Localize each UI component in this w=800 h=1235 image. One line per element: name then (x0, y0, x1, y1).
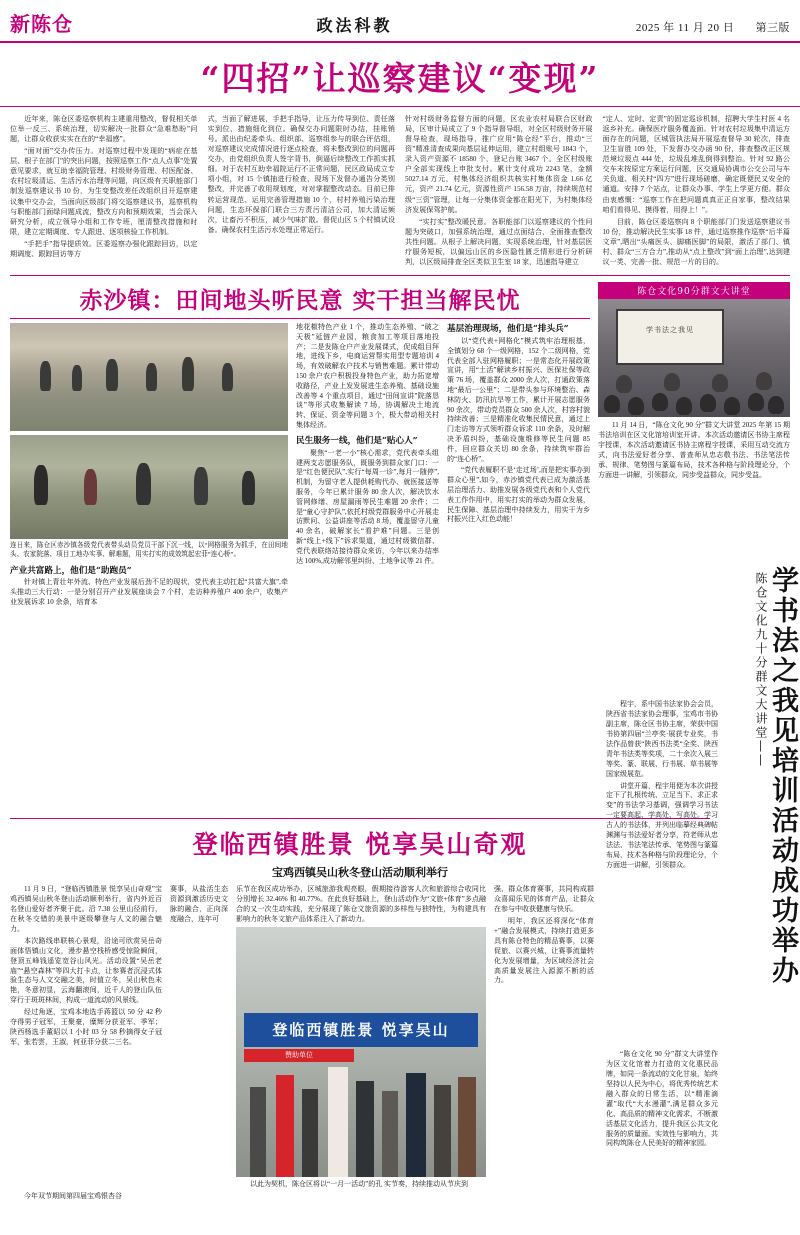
promo-block (598, 282, 790, 608)
paragraph: 针对镇上青壮年外流、特色产业发展后劲不足的现状，党代表主动扛起“共富大旗”,牵头推动三大行动：一是分别召开产业发展座谈会 7 个村，走访种养殖户 400 余户，收集产业发展诉求 10 余条，培育本 (10, 577, 288, 606)
paragraph: 赛事，从盐活生态资源到激活历史文脉的融合，正向深度融合，连年可 (170, 885, 228, 923)
divider (10, 275, 790, 276)
promo-header: 陈仓文化90分群文大讲堂 (598, 282, 790, 299)
lead-column-3 (405, 114, 593, 269)
paragraph: 经过角逐，宝鸡本地选手蒋篮以 50 分 42 秒夺得男子冠军，王聚豪，糜辉分获亚军、季军；陕西杨选手董昭以 1 小时 03 分 58 秒摘得女子冠军，张若雲，王淑，何亚菲分获二三名。 (10, 1008, 162, 1047)
section-wushan (10, 818, 710, 1192)
paragraph: 目前，陈仓区委巡察向 8 个职能部门门发送巡察建议书 10 份，推动解决民生实事 18 件，通过巡察推作巡察“后半篇文章”,晒出“头痛医头、脚痛医脚”的局限，激活了部门、镇村、群众“三方合力”,推动从“点上整改”到“面上治理”,达到建议一类、完善一批、规范一片的目的。 (602, 217, 790, 266)
paragraph: 讲堂开篇，程宇用便为本次讲授定下了扎根传统、立足当下、求正求变”的书法学习基调，强调学习书法一定要高起、学高处、写高处。学习古人的书法体，并列出临摹经典碑帖渊渊与书法爱好者分享，符老师从忠法法、书法笔法传承、笔势图与篆篇布局，技术各种格与阶段理论分，个方面进一讲解，引领群众。 (606, 781, 718, 869)
section2-column-3 (447, 323, 590, 608)
issue-date: 2025 年 11 月 20 日 (635, 22, 735, 34)
section3-last-paragraph (10, 1192, 162, 1202)
paragraph: 针对村级财务监督方面的问题，区农业农村局联合区财政局，区审计局成立了 9 个指导督导组，对全区村级财务开展督导检查，现场指导，推广应用“陈仓经”平台，推动“三资”精准清查成果向基层延伸运用，建立村组账号 1843 个，录入资产资源不 18580 个，登记台账 3467 个。全区村级账户全部实现线上申批支付。累计支付成功 2243 笔，金额 5027.14 万元，村集体经济组织共核实村集体资金 1.66 亿元，资产 21.74 亿元，资源性资产 156.58 万亩，持续规范村级“三资”管理，让每一分集体资金都在阳光下，为村集体经济发展保驾护航。 (405, 115, 593, 214)
promo-photo (598, 299, 790, 417)
promo-screen-text: 学书法之我见 (646, 325, 694, 334)
race-banner: 登临西镇胜景 悦享吴山 (244, 1013, 478, 1047)
section3-column-3 (236, 885, 486, 1192)
lead-column-1 (10, 114, 198, 269)
lead-story-columns (0, 107, 800, 269)
paragraph: 以“党代表+网格化”模式筑牢治理根基，全镇划分 68 个一级网格，152 个二级网格，党代表全部入驻网格履职；一是常态化开展政策宣讲，用“土活”解读乡村振兴、医保社保等政策 76 场，覆盖群众 2000 余人次，打通政策落地“最后一公里”；二是带头参与环境整治、森林防火、防汛抗旱等工作，累计开展志愿服务 90 余次，带动党员群众 500 余人次，村容村貌持续改善；三是精准化收集民情民意，通过上门走访等方式领听群众诉求 110 余条，及时解决矛盾纠纷，基础设施维修等民生问题 85 件，回应群众关切 80 余条，持续筑牢群治的“连心桥”。 (447, 336, 590, 463)
promo-vertical-title: 学书法之我见培训活动成功举办 (767, 566, 798, 986)
promo-screen (616, 309, 724, 365)
paragraph: 11 月 14 日，“陈仓文化 90 分”群文大讲堂 2025 年第 15 期书法培训在区文化馆培训室开讲。本次活动邀请区书协主席程宇授课，本次活动邀请区书协主席程宇授课，采用互动交流方式，向书法爱好者分享、普查师从忠志敬书法、书法笔法传承、规律、笔势图与篆篇布局，技术各种格与阶段理论分，个方面进一讲解，引领群众，同步受益群众，同步受益。 (598, 420, 790, 479)
paragraph: “面对面”交办传压力。对巡察过程中发现的“病症在基层、根子在部门”的突出问题，按照巡察工作“点人点事”处置意见要求，就互助幸福院管理、村级财务管理、村医配备、农村垃圾清运、生活污水治理等问题，向区级有关职能部门制发巡察建议书 10 份，为生变整改差任改组织目开巡察建议集中交办会，当面向区级部门将交巡察建议书，巡察机构与职能部门面绿问题成流，整改方向和预期效果，当会深入研究分析，成立领导小组和工作专班，厘清整改措施和时限，建立定期调度、专人跟进、逐项核验工作机制。 (10, 147, 198, 236)
section2-subhead-3: 基层治理现场，他们是“排头兵” (447, 323, 569, 334)
paragraph: 今年双节期间第四届宝鸡银杏谷 (24, 1192, 122, 1200)
section2-photo-caption: 连日来，陈仓区赤沙镇各级党代表带头动员党员干部下沉一线，以“网格服务为抓手，在田间地头、农家院落、项目工地办实事、解难题，用实打实的成效筑起宏菲“连心桥”。 (10, 541, 288, 558)
promo-text (598, 421, 790, 481)
section3-column-2 (170, 885, 228, 1192)
paragraph: 地花椒特色产业 1 个，推动生态养殖、“破之天极”延链产业园，粮食加工等项目落地投产；二是发陈仓户产业发展课式，促成组目拜地，进线下乡，电商运营帮实用型专题培训 4 场，有效破解农户技术与销售难题。累计带动 150 余户农户积极投身特色产业，助力拓宽增收路径，产业上发发展进生态养殖、基础设施改善等 4 个重点项目，通过“田间宣讲”院落恳谈”等形式收集解读 7 场，协调解决土地流转、保证、资金等问题 3 个，极大带动相关村集体经济。 (296, 322, 439, 429)
paragraph: 程宇，系中国书法家协会会员，陕西省书法家协会理事，宝鸡市书协副主席，陈仓区书协主席，荣获中国书协第四届“兰亭奖·展获专业奖，书法作品曾获“陕西书法类“全奖、陕西青年书法类等奖项，二十余次入展三等奖、篆、联展、行书展、草书展等国家级展览。 (606, 700, 718, 778)
paragraph: “实打实”整改暖民意。各职能部门以巡察建议的个性问题为突破口，加强系统治理，通过点面结合，全面推查整改共性问题。从根子上解决问题，实现系统治理，针对基层医疗服务短板，以偏远山区的乡医隐性匮乏情形进行分析研判，以区级局排查全区类似卫生室 18 家，迅速指导建立 (405, 217, 593, 266)
audience-row (598, 371, 790, 417)
section2-subhead-2: 民生服务一线，他们是“贴心人” (296, 435, 418, 446)
section2-column-2 (296, 323, 439, 608)
section2-subhead-1: 产业共富路上，他们是“助跑员” (10, 565, 132, 576)
paragraph: 式，当面了解进展，手把手指导，让压力传导到位、责任落实到位、措施细化到位。确保交办问题限时办结，挂账销号。派出由纪委牵头、组织部、巡察组参与的联合评估组，对巡察建议完成情况进行逐点检查，将未整改到位的问题再交办，由党组织负责人签字背书，倒逼后续整改工作抓实抓细。对于农村互助幸福院运行不正常问题，民区政局成立专项小组，对 15 个镇抽进行检查，现场下发督办通告分类别整改，并完善了收用规划度，对对掌握整改动态。目前已排转运营现范、运用完善管理措施 10 个，村村养殖污染治理问题，生态环保部门联合三方责污清洁公司，加大清运频次，让畜污不积压，减少气味扩散。督促山区 5 个村镇试设备。确保农村生活污水处理正常运行。 (207, 115, 395, 234)
masthead-meta (636, 19, 790, 37)
section2-title: 赤沙镇：田间地头听民意 实干担当解民忧 (10, 282, 590, 319)
paragraph: 强、群众体育赛事，共同构成群众喜闻乐见的体育产品，让群众在参与中收获健康与快乐。 (494, 885, 594, 913)
photo-volunteer-cleanup (10, 435, 288, 539)
promo-vertical-subtitle: 陈仓文化九十分群文大讲堂—— (754, 572, 768, 768)
section-chisha (0, 282, 800, 608)
lead-column-2 (208, 114, 396, 269)
paragraph: “陈仓文化 90 分”群文大讲堂作为区文化馆着力打造的文化惠民品牌，如同一条流动的文化甘泉，始终坚持以人民为中心，将优秀传统艺术融入群众的日常生活，以“精准滴灌”取代“大水漫灌”,满足群众多元化、高品质的精神文化需求，不断激活基层文化活力，提升我区公共文化服务的质量面。实效性与影响力，共同构筑陈仓人民美好的精神家园。 (606, 1050, 718, 1148)
paragraph: 以此为契机，陈仓区将以“一月一活动”的孔 实节奏，持续推动从节庆到 (250, 1179, 468, 1188)
section3-subtitle: 宝鸡西镇吴山秋冬登山活动顺利举行 (272, 866, 448, 879)
paragraph: 聚焦“一老一小”核心需求，党代表牵头组建两支志愿服务队，既服务到群众家门口：一是“红色便民队”,实行“每周一诊”,每月一随停”,机制，为留守老人提供耗购代办、就医接送等服务，今年已累计服务 80 余人次，解决饮水管网修缮、房屋漏雨等民生难题 20 余件；二是“童心守护队”,依托村级党群服务中心开展走访默问、公益讲座等活动 8 场，覆盖留守儿童 40 余名，破解家长“看护难”问题。三是创新“线上+线下”诉求渠道，通过村级微信群、党代表联络站接待群众来访，今年以来办结率达 100%,成功解邻里纠纷、土地争议等 21 件。 (296, 448, 439, 565)
lead-headline: “四招”让巡察建议“变现” (200, 59, 600, 98)
paragraph: 乐节在我区成功举办，区城旅游我观亮眼，假期接待游客人次和旅游综合收同比分别增长 32.46% 和 40.77%。在此良好基础上，登山活动作为“文旅+体育”多点融合的又一次生动实践，充分展现了陈仓文旅资源的多样性与独特性，为构建具有影响力的秋冬文旅产品体系注入了新动力。 (236, 885, 486, 923)
promo-vertical-headline (724, 566, 796, 1126)
paragraph: “手把手”指导提质效。区委巡察办强化跟踪回访，以定期调度、跟踪回访等方 (10, 239, 198, 258)
section3-column-1 (10, 885, 162, 1192)
paragraph: “定人、定时、定责”的固定巡诊机制，招聘大学生村医 4 名返乡补充。确保医疗服务覆盖面。针对农村垃圾集中清运方面存在的问题，区城管执法局开展巡查督导 30 轮次，排查卫生盲胜 109 处，下发督办交办函 90 份，排查整改正区规范境垃圾点 444 处，垃圾乱堆乱倒得到整治。针对 92 路公交车末按原定方案运行问题，区交通局协调市公交公司与车关负道、相关村“四方”进行现场磋磨，确定既便民又安全的通道。安排 7 个站点，让群众办事、学生上学更方便。群众由衷感慨：“巡察工作在把问题真真正正自家事，整改结果咱们看得见、摸得着，用得上！”。 (602, 115, 790, 214)
masthead (0, 0, 800, 43)
paragraph: “党代表履职不是‘走过场’,而是把实事办到群众心里”,如今，赤沙镇党代表已成为激活基层治理活力、助推发展各级党代表和个人党代表工作作用中，用实打实的举动为群众发展，民生保障、基层治理中持续发力，用实干为乡村振兴注入红色动能！ (447, 466, 590, 524)
paragraph: 近年来，陈仓区委巡察机构主建重用整改，督促相关单位举一反三、系统治理，切实解决一批群众“急难愁盼”问题，让群众收获实实在在的“幸福感”。 (10, 115, 198, 144)
page-number: 第三版 (755, 22, 790, 34)
photo-mountain-race (236, 927, 486, 1177)
section3-column-4 (494, 885, 594, 1192)
paragraph: 明年，我区还将深化“体育+”融合发展模式，持续打造更多具有陈仓特色的精品赛事，以赛促旅、以赛兴城，让赛事流量转化为发展增量，为区域经济社会高质量发展注入源源不断的活力。 (494, 916, 594, 985)
section-title: 政法科教 (316, 16, 393, 35)
photo-field-visit (10, 323, 288, 431)
race-banner-sponsor: 赞助单位 (244, 1049, 354, 1062)
lead-column-4 (603, 114, 791, 269)
paragraph: 本次路线串联核心景观，沿途可欣赏吴岳奇面体悟镇山文化，漫步悬空栈桥感受惊险瞬间，登顶五峰钱遥览宽谷山风光。活动设置“吴岳老庙”“悬空森林”等四大打卡点，让参赛者沉浸式体验生态与人文交融之美，时值立冬，吴山秋色未艳，冬意初显，云海翻滚间，近千人的登山队伍穿行于斑斑林间，构成一道流动的风景线。 (10, 936, 162, 1005)
section2-photos (10, 323, 288, 608)
section3-title: 登临西镇胜景 悦享吴山奇观 (10, 818, 710, 861)
paper-name: 新陈仓 (10, 12, 73, 36)
paragraph: 11 月 9 日，“登临西镇胜景 悦享吴山奇观”宝鸡西镇吴山秋冬登山活动顺利举行，省内外近百名登山爱好者齐聚于此。沿 7.38 公里山径前行，在秋冬交错的美景中逐级攀登与人文的融合魅力。 (10, 885, 162, 933)
lead-headline-block (0, 43, 800, 107)
